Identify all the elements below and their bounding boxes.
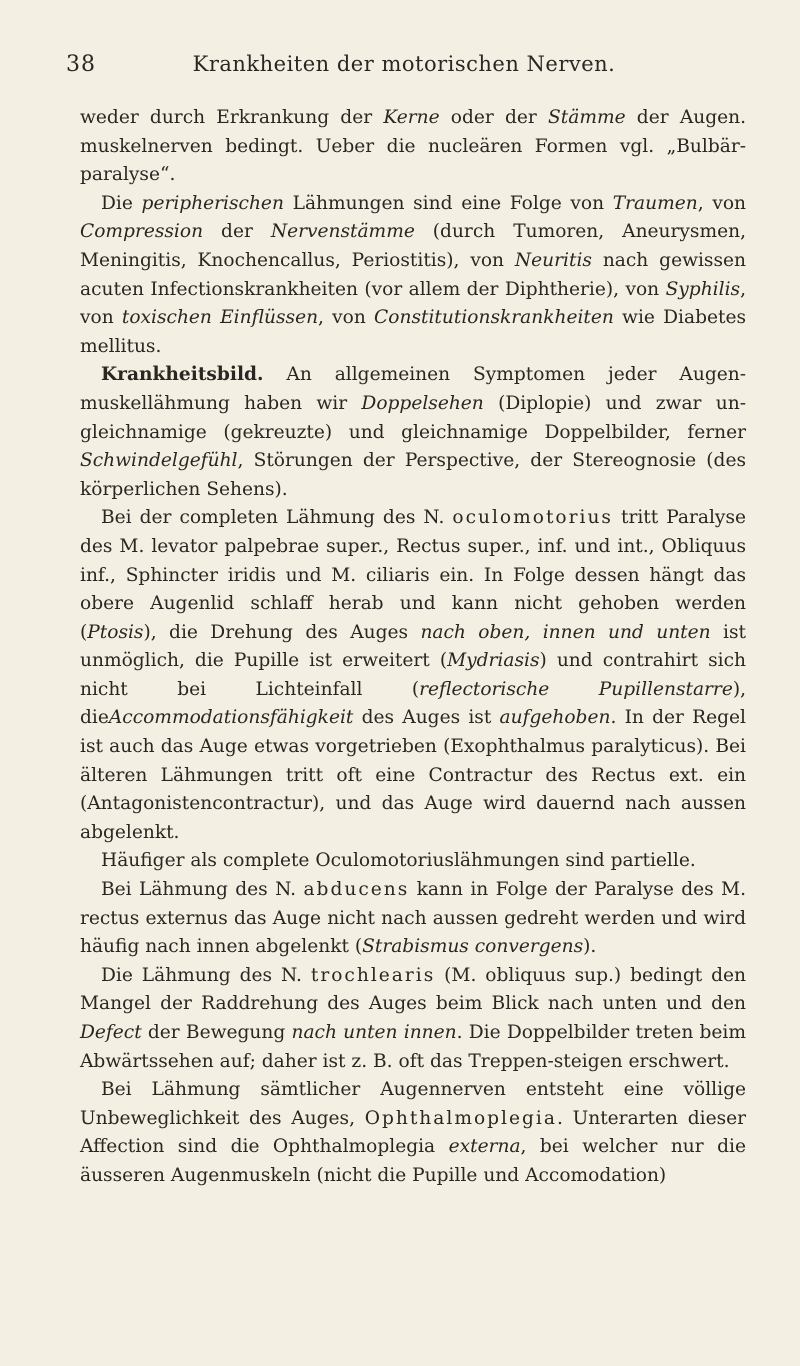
text-run: externa xyxy=(448,1136,521,1158)
text-run: (M. obliquus sup.) bedingt den Mangel der Raddrehung des Auges beim Blick nach unten und den xyxy=(80,964,746,1015)
paragraph-p8 xyxy=(80,1076,746,1190)
text-run: der xyxy=(203,221,271,243)
text-run: Nervenstämme xyxy=(270,221,415,243)
text-run: (Diplopie) und zwar un-gleichnamige (gekreuzte) und gleichnamige Doppelbilder, ferner xyxy=(80,392,746,443)
text-run: Traumen xyxy=(612,192,698,214)
text-run: Bei Lähmung sämtlicher Augennerven entsteht eine völlige Unbeweglichkeit des Auges, xyxy=(80,1079,746,1129)
text-run: Bei der completen Lähmung des N. xyxy=(101,507,453,529)
text-run: tritt Paralyse des M. levator palpebrae super., Rectus super., inf. und int., Obliquus inf., Sphincter iridis und M. ciliaris ein. In Folge dessen hängt das obere Augenlid schlaff herab und kann nicht gehoben werden ( xyxy=(80,507,746,643)
text-run: , bei welcher nur die äusseren Augenmuskeln (nicht die Pupille und Accomodation) xyxy=(80,1136,746,1186)
text-run: oculomotorius xyxy=(452,507,613,529)
text-run: Bei Lähmung des N. xyxy=(101,879,304,901)
text-run: ist unmöglich, die Pupille ist erweitert ( xyxy=(80,621,747,672)
text-run: peripherischen xyxy=(141,192,284,214)
text-run: . In der Regel ist auch das Auge etwas vorgetrieben (Exophthalmus paralyticus). Bei älteren Lähmungen tritt oft eine Contractur des Rectus ext. ein (Antagonistencontractur), und das Auge wird dauernd nach aussen abgelenkt. xyxy=(80,707,746,843)
text-run: oder der xyxy=(439,107,549,128)
text-run: Lähmungen sind eine Folge von xyxy=(283,192,613,214)
text-run: ), die xyxy=(80,678,747,729)
text-run: Ophthalmoplegia xyxy=(364,1107,557,1129)
text-run: Syphilis xyxy=(665,278,741,300)
text-run: Ptosis xyxy=(87,621,144,643)
text-run: Häufiger als complete Oculomotoriuslähmungen sind partielle. xyxy=(101,850,696,872)
page-number: 38 xyxy=(66,52,96,77)
paragraph-p6 xyxy=(80,876,746,962)
text-run: nach gewissen acuten Infectionskrankheiten (vor allem der Diphtherie), von xyxy=(80,249,746,300)
text-run: Doppelsehen xyxy=(361,392,484,414)
text-run: aufgehoben xyxy=(499,707,611,729)
text-run: , von xyxy=(80,278,746,329)
text-run: Strabismus convergens xyxy=(362,936,584,958)
text-run: der Augen. muskelnerven bedingt. Ueber die nucleären Formen vgl. „Bulbär-paralyse“. xyxy=(80,107,747,186)
text-run: ) und contrahirt sich nicht bei Lichteinfall ( xyxy=(80,650,746,700)
text-run: ). xyxy=(583,936,597,958)
paragraph-p7 xyxy=(80,962,746,1076)
text-run: (durch Tumoren, Aneurysmen, Meningitis, Knochencallus, Periostitis), von xyxy=(80,221,746,271)
text-run: . Unterarten dieser Affection sind die Ophthalmoplegia xyxy=(80,1107,747,1158)
running-title: Krankheiten der motorischen Nerven. xyxy=(192,52,616,76)
text-run: Die Lähmung des N. xyxy=(101,964,311,986)
paragraph-p3 xyxy=(80,361,746,504)
text-run: Krankheitsbild. xyxy=(101,364,264,386)
text-run: Compression xyxy=(80,221,204,243)
text-run: der Bewegung xyxy=(141,1022,292,1043)
text-run: ), die Drehung des Auges xyxy=(143,621,421,643)
text-run: Accommodationsfähigkeit xyxy=(108,707,354,729)
text-run: wie Diabetes mellitus. xyxy=(80,307,746,357)
text-run: Mydriasis xyxy=(447,650,540,672)
text-run: , Störungen der Perspective, der Stereognosie (des körperlichen Sehens). xyxy=(80,450,746,500)
text-run: Defect xyxy=(80,1022,142,1043)
text-run: des Auges ist xyxy=(353,707,500,729)
page-header xyxy=(66,50,742,86)
text-run: , von xyxy=(318,307,375,329)
text-run: Kerne xyxy=(383,107,440,128)
text-run: . Die Doppelbilder treten beim Abwärtssehen auf; daher ist z. B. oft das Treppen-steigen erschwert. xyxy=(80,1022,746,1072)
text-run: toxischen Einflüssen xyxy=(121,307,319,329)
paragraph-p4 xyxy=(80,504,746,847)
paragraph-p5 xyxy=(80,847,746,876)
text-run: nach oben, innen und unten xyxy=(420,621,711,643)
text-run: nach unten innen xyxy=(291,1022,457,1043)
text-run: weder durch Erkrankung der xyxy=(80,107,384,128)
text-run: Neuritis xyxy=(514,249,592,271)
paragraph-p1 xyxy=(80,104,746,190)
text-run: reflectorische Pupillenstarre xyxy=(419,678,733,700)
paragraph-p2 xyxy=(80,190,746,362)
text-run: Schwindelgefühl xyxy=(80,450,238,472)
text-run: Constitutionskrankheiten xyxy=(374,307,614,329)
text-run: Stämme xyxy=(548,107,626,128)
text-run: An allgemeinen Symptomen jeder Augen-muskellähmung haben wir xyxy=(80,364,746,414)
text-run: , von xyxy=(697,192,746,214)
text-run: kann in Folge der Paralyse des M. rectus externus das Auge nicht nach aussen gedreht werden und wird häufig nach innen abgelenkt ( xyxy=(80,879,747,958)
text-run: trochlearis xyxy=(310,964,436,986)
body-text xyxy=(80,104,746,1191)
text-run: abducens xyxy=(303,879,410,901)
text-run: Die xyxy=(101,192,142,214)
